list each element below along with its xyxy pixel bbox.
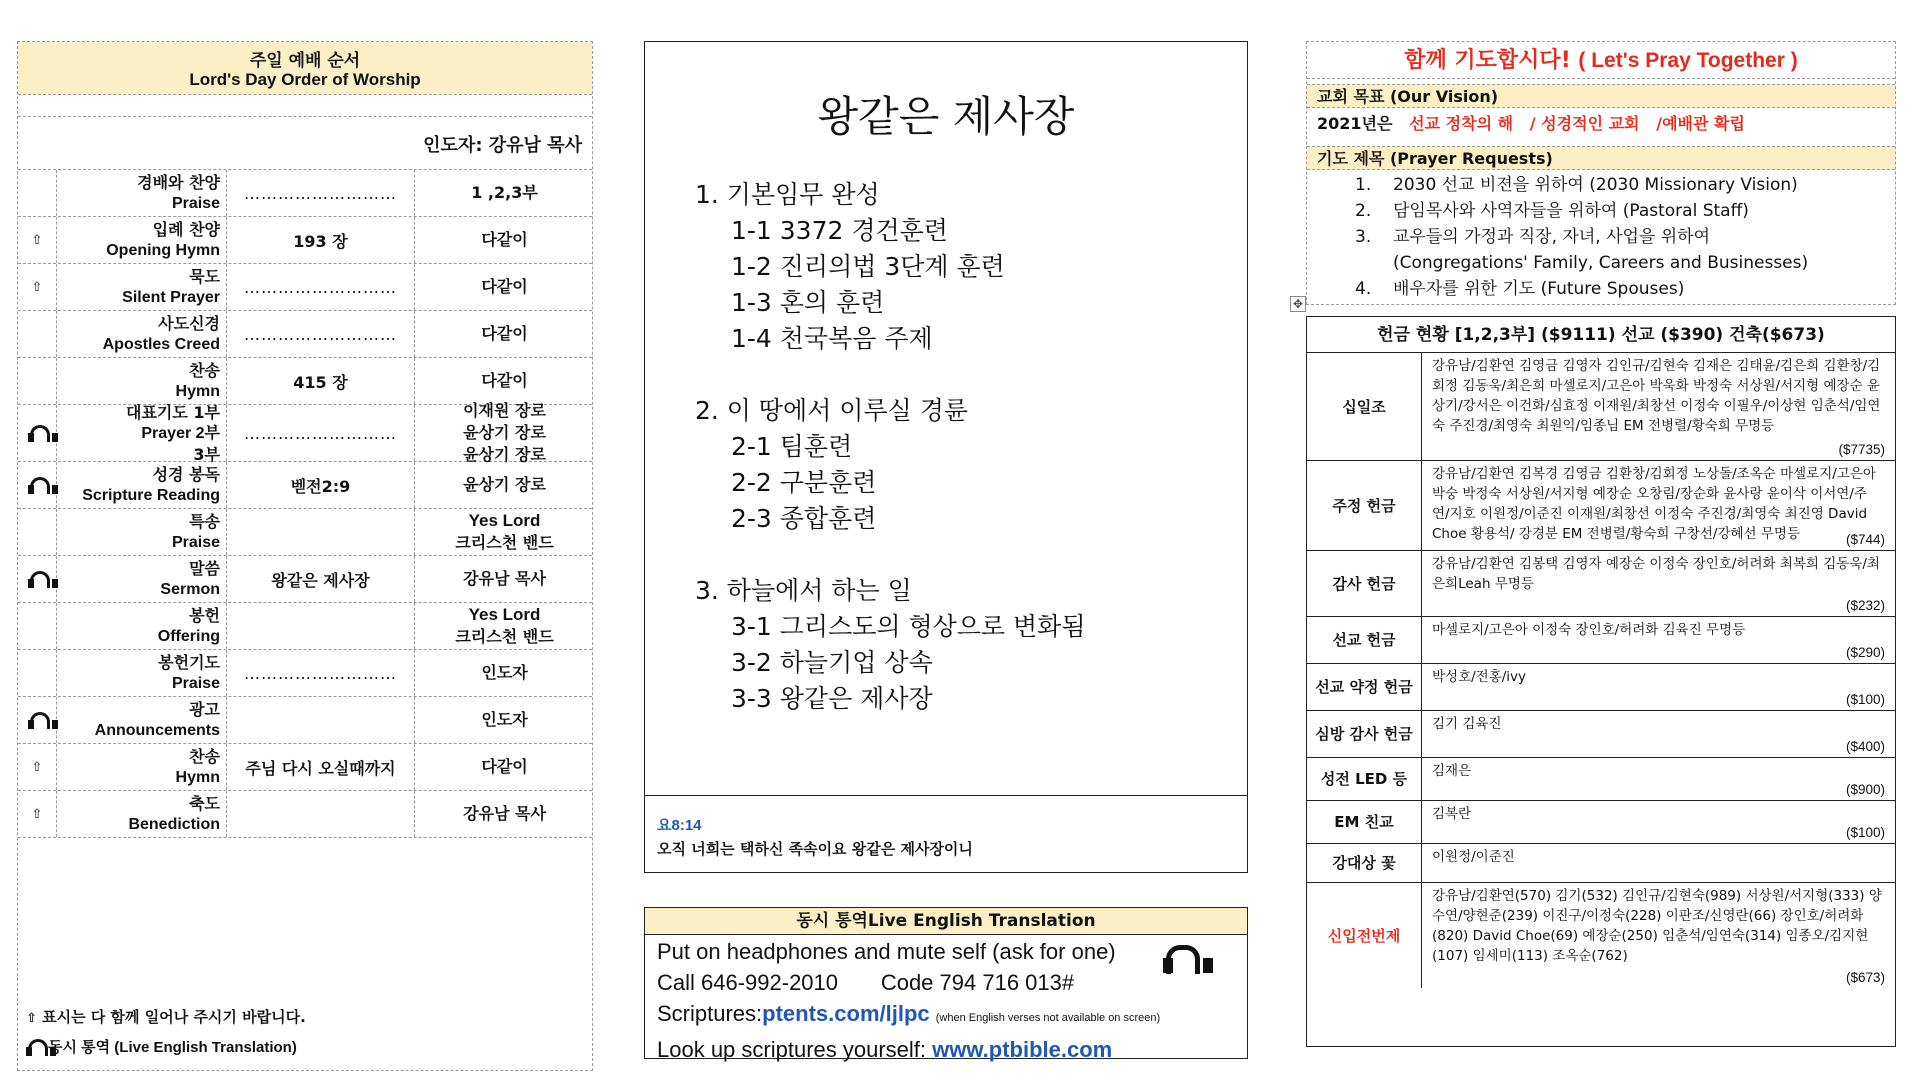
prayer-text: 2030 선교 비젼을 위하여 (2030 Missionary Vision)	[1393, 175, 1798, 195]
order-row-mark	[18, 405, 57, 461]
scriptures-note: (when English verses not available on screen)	[935, 1012, 1161, 1024]
offering-label: 심방 감사 헌금	[1307, 711, 1422, 757]
order-row-detail	[227, 791, 415, 837]
outline-section	[695, 393, 1085, 537]
prayer-text: 담임목사와 사역자들을 위하여 (Pastoral Staff)	[1393, 201, 1749, 221]
sermon-title: 왕같은 제사장	[817, 92, 1075, 141]
offering-label: 신입전번제	[1307, 883, 1422, 988]
order-detail-text: ………………………	[244, 277, 397, 297]
offering-row	[1307, 883, 1895, 988]
order-row-who	[415, 462, 594, 508]
order-row	[18, 509, 592, 556]
order-row-mark	[18, 264, 57, 310]
translation-line-headphones: Put on headphones and mute self (ask for one)	[657, 939, 1116, 964]
outline-section	[695, 177, 1085, 357]
stand-arrow-icon: ⇧	[31, 806, 43, 822]
prayer-title	[1307, 42, 1895, 79]
translation-line-scriptures	[657, 998, 1160, 1034]
order-row-who	[415, 401, 594, 464]
translation-body	[657, 936, 1160, 1065]
offering-label: 감사 헌금	[1307, 551, 1422, 616]
order-name-en: Hymn	[175, 383, 220, 400]
order-row-who	[415, 603, 594, 649]
order-detail-text: 벧전2:9	[290, 476, 351, 496]
order-detail-text: 193 장	[293, 231, 348, 251]
order-row-mark	[18, 462, 57, 508]
order-row-detail	[227, 311, 415, 357]
order-name-en: Hymn	[175, 769, 220, 786]
verse-reference: 요8:14	[657, 817, 702, 834]
outline-item: 3-3 왕같은 제사장	[731, 684, 933, 713]
order-row	[18, 791, 592, 838]
outline-item: 2-2 구분훈련	[731, 468, 877, 497]
order-row-who	[415, 264, 594, 310]
order-name-en: Sermon	[160, 581, 220, 598]
vision-goal-2: / 성경적인 교회	[1529, 114, 1640, 133]
order-name-ko: 말씀	[189, 559, 220, 578]
prayer-requests-list	[1355, 172, 1808, 302]
stand-arrow-icon: ⇧	[31, 232, 43, 248]
order-who-line: 강유남 목사	[463, 804, 546, 823]
offering-panel	[1306, 316, 1896, 1047]
order-row-mark	[18, 791, 57, 837]
headphone-icon	[28, 711, 46, 729]
order-title-en: Lord's Day Order of Worship	[189, 70, 421, 89]
order-row-name	[57, 650, 227, 696]
order-row-name	[57, 311, 227, 357]
translation-header: 동시 통역Live English Translation	[645, 908, 1247, 935]
table-move-handle[interactable]: ✥	[1290, 296, 1306, 312]
offering-row	[1307, 551, 1895, 617]
offering-names: 김복란	[1432, 806, 1472, 822]
order-row-name	[57, 217, 227, 263]
prayer-text: 교우들의 가정과 직장, 자녀, 사업을 위하여	[1393, 227, 1711, 247]
order-detail-text: ………………………	[244, 423, 397, 443]
outline-item: 1-2 진리의법 3단계 훈련	[731, 252, 1005, 281]
order-who-line: Yes Lord	[468, 605, 541, 624]
offering-names: 박성호/전홍/ivy	[1432, 669, 1527, 685]
prayer-item	[1355, 224, 1808, 250]
offering-names: 강유남/김환연 김영금 김영자 김인규/김현숙 김재은 김태윤/김은희 김환창/김회정 김동욱/최은희 마셀로지/고은아 박욱화 박정숙 서상원/서지형 예장순 윤상기/강서은 이건화/심효정 이재원/최창선 이정숙 이필우/이상현 임춘석/임연숙 주진경/최영숙 최원익/임종님 EM 전병렬/황숙희 무명등	[1432, 358, 1881, 434]
order-row-mark	[18, 697, 57, 743]
offering-row	[1307, 801, 1895, 844]
order-row-who	[415, 311, 594, 357]
order-row	[18, 170, 592, 217]
outline-item: 1-3 혼의 훈련	[731, 288, 885, 317]
sermon-panel	[644, 41, 1248, 796]
outline-item: 1-4 천국복음 주제	[731, 324, 933, 353]
prayer-item	[1355, 172, 1808, 198]
note-translation-text: 동시 통역 (Live English Translation)	[48, 1039, 297, 1056]
order-name-ko: 묵도	[189, 267, 220, 286]
order-title-ko: 주일 예배 순서	[249, 51, 361, 71]
order-row	[18, 401, 592, 464]
offering-label: 선교 약정 헌금	[1307, 664, 1422, 710]
offering-names: 김재은	[1432, 763, 1472, 779]
offering-row	[1307, 711, 1895, 758]
offering-header: 헌금 현황 [1,2,3부] ($9111) 선교 ($390) 건축($673)	[1307, 317, 1895, 353]
order-name-ko: 봉헌기도	[158, 653, 220, 672]
order-who-line: 인도자	[481, 710, 528, 729]
order-header	[18, 42, 592, 95]
leader-label: 인도자: 강유남 목사	[423, 135, 582, 156]
order-row-name	[57, 462, 227, 508]
translation-headphone	[1163, 944, 1193, 978]
order-name-en: Offering	[157, 628, 220, 645]
note-translation	[26, 1036, 297, 1057]
sermon-outline	[695, 177, 1085, 753]
offering-names: 이원정/이준진	[1432, 849, 1515, 865]
order-who-line: 강유남 목사	[463, 569, 546, 588]
note-stand-text: 표시는 다 함께 일어나 주시기 바랍니다.	[42, 1008, 306, 1026]
order-row-who	[415, 556, 594, 602]
outline-heading: 2. 이 땅에서 이루실 경륜	[695, 396, 968, 425]
prayer-requests-header: 기도 제목 (Prayer Requests)	[1307, 146, 1895, 170]
order-row	[18, 217, 592, 264]
order-name-en: Silent Prayer	[122, 289, 220, 306]
vision-goal-3: /예배관 확립	[1656, 114, 1745, 133]
order-row	[18, 603, 592, 650]
order-row-name	[57, 603, 227, 649]
order-who-line: 윤상기 장로	[463, 423, 546, 442]
order-name-en: Praise	[171, 534, 220, 551]
order-row-name	[57, 264, 227, 310]
stand-arrow-icon: ⇧	[31, 759, 43, 775]
vision-text	[1317, 111, 1745, 134]
headphone-icon	[28, 570, 46, 588]
outline-item: 2-1 팀훈련	[731, 432, 853, 461]
vision-goal-1: 선교 정착의 해	[1409, 114, 1514, 133]
order-spacer	[18, 95, 592, 117]
offering-names: 마셀로지/고은아 이정숙 장인호/허려화 김육진 무명등	[1432, 622, 1746, 638]
order-row-detail	[227, 744, 415, 790]
order-row	[18, 556, 592, 603]
order-who-line: 다같이	[481, 277, 528, 296]
order-row-detail	[227, 697, 415, 743]
headphone-icon	[28, 476, 46, 494]
translation-line-call	[657, 967, 1160, 998]
order-row	[18, 697, 592, 744]
offering-label: 성전 LED 등	[1307, 758, 1422, 800]
prayer-num: 1.	[1355, 175, 1372, 195]
order-row	[18, 264, 592, 311]
order-who-line: 윤상기 장로	[463, 445, 546, 464]
order-row-who	[415, 358, 594, 404]
order-row-mark	[18, 358, 57, 404]
prayer-item-continued: (Congregations' Family, Careers and Businesses)	[1393, 253, 1809, 273]
order-row-name	[57, 791, 227, 837]
order-name-ko: 찬송	[189, 747, 220, 766]
order-name-ko: 경배와 찬양	[137, 173, 220, 192]
order-row-name	[57, 556, 227, 602]
order-detail-text: 왕같은 제사장	[271, 570, 370, 590]
order-row-mark	[18, 311, 57, 357]
offering-amount: ($900)	[1845, 782, 1885, 797]
order-who-line: 다같이	[481, 757, 528, 776]
order-row	[18, 358, 592, 405]
order-name-ko: 입례 찬양	[152, 220, 220, 239]
vision-prefix: 2021년은	[1317, 114, 1393, 133]
offering-amount: ($100)	[1845, 825, 1885, 840]
vision-header: 교회 목표 (Our Vision)	[1307, 84, 1895, 108]
order-who-line: 크리스천 밴드	[455, 627, 554, 646]
order-row	[18, 311, 592, 358]
ptbible-link[interactable]: www.ptbible.com	[932, 1037, 1113, 1062]
order-row	[18, 462, 592, 509]
order-row-who	[415, 697, 594, 743]
headphone-icon	[26, 1038, 44, 1056]
call-code: Code 794 716 013#	[880, 970, 1075, 995]
call-number: Call 646-992-2010	[657, 970, 839, 995]
order-row-name	[57, 744, 227, 790]
order-name-en: Opening Hymn	[106, 242, 220, 259]
prayer-item	[1355, 198, 1808, 224]
translation-panel	[644, 907, 1248, 1062]
headphone-icon	[28, 424, 46, 442]
order-row-name	[57, 358, 227, 404]
offering-names: 김기 김육진	[1432, 716, 1502, 732]
order-name-ko: 광고	[189, 700, 220, 719]
order-row-mark	[18, 217, 57, 263]
order-row-mark	[18, 556, 57, 602]
scriptures-label: Scriptures:	[657, 1001, 763, 1026]
offering-row	[1307, 461, 1895, 551]
offering-amount: ($744)	[1845, 532, 1885, 547]
offering-row	[1307, 617, 1895, 664]
order-row-detail	[227, 603, 415, 649]
offering-amount: ($7735)	[1838, 442, 1885, 457]
stand-arrow-icon: ⇧	[31, 279, 43, 295]
prayer-panel	[1306, 41, 1896, 305]
order-row-detail	[227, 264, 415, 310]
order-row-detail	[227, 509, 415, 555]
order-name-en: Scripture Reading	[82, 487, 220, 504]
order-row-name	[57, 170, 227, 216]
order-row-who	[415, 509, 594, 555]
outline-item: 2-3 종합훈련	[731, 504, 877, 533]
order-row-name	[57, 509, 227, 555]
order-detail-text: ………………………	[244, 663, 397, 683]
order-row	[18, 744, 592, 791]
order-row-detail	[227, 358, 415, 404]
prayer-title-ko: 함께 기도합시다!	[1404, 48, 1571, 73]
offering-amount: ($290)	[1845, 645, 1885, 660]
order-name-ko: 축도	[189, 794, 220, 813]
outline-item: 3-1 그리스도의 형상으로 변화됨	[731, 612, 1086, 641]
offering-label: 강대상 꽃	[1307, 844, 1422, 882]
order-row-who	[415, 650, 594, 696]
order-row-detail	[227, 217, 415, 263]
order-name-ko: 사도신경	[158, 314, 220, 333]
outline-heading: 1. 기본임무 완성	[695, 180, 880, 209]
order-row-detail	[227, 650, 415, 696]
order-row-mark	[18, 744, 57, 790]
prayer-num: 2.	[1355, 201, 1372, 221]
order-detail-text: ………………………	[244, 324, 397, 344]
order-detail-text: 주님 다시 오실때까지	[245, 758, 396, 778]
order-row-who	[415, 744, 594, 790]
prayer-text: 배우자를 위한 기도 (Future Spouses)	[1393, 279, 1685, 299]
order-name-en: Benediction	[128, 816, 220, 833]
offering-row	[1307, 844, 1895, 883]
offering-names: 강유남/김환연(570) 김기(532) 김인규/김현숙(989) 서상원/서지형(333) 양수연/양현준(239) 이진구/이정숙(228) 이판조/신영란(66) 장인호/허려화(820) David Choe(69) 예장순(250) 임춘석/임연숙(314) 임종오/김지현(107) 임세미(113) 조옥순(762)	[1432, 888, 1882, 964]
order-row	[18, 650, 592, 697]
order-of-worship-panel	[17, 41, 593, 1071]
order-name-en: Praise	[171, 675, 220, 692]
order-who-line: 다같이	[481, 230, 528, 249]
offering-amount: ($400)	[1845, 739, 1885, 754]
order-name-ko: 대표기도 1부	[126, 402, 220, 422]
order-row-mark	[18, 650, 57, 696]
offering-row	[1307, 353, 1895, 461]
outline-item: 1-1 3372 경건훈련	[731, 216, 948, 245]
order-row-detail	[227, 556, 415, 602]
order-who-line: 다같이	[481, 324, 528, 343]
leader-row	[18, 117, 592, 170]
offering-amount: ($100)	[1845, 692, 1885, 707]
order-name-en: Announcements	[94, 722, 220, 739]
order-name-en: Prayer 2부	[141, 424, 220, 442]
order-row-who	[415, 217, 594, 263]
prayer-num: 4.	[1355, 279, 1372, 299]
order-who-line: 인도자	[481, 663, 528, 682]
offering-row	[1307, 758, 1895, 801]
order-who-line: Yes Lord	[468, 511, 541, 530]
order-name-en: Praise	[171, 195, 220, 212]
headphone-icon	[1163, 944, 1193, 974]
order-who-line: 윤상기 장로	[463, 475, 546, 494]
order-row-mark	[18, 603, 57, 649]
offering-label: EM 친교	[1307, 801, 1422, 843]
order-name-ko: 찬송	[189, 361, 220, 380]
verse-text: 오직 너희는 택하신 족속이요 왕같은 제사장이니	[657, 840, 973, 858]
offering-names: 강유남/김환연 김복경 김영금 김환창/김회정 노상돌/조옥순 마셀로지/고은아 박숭 박정숙 서상원/서지형 예장순 오창림/장순화 윤사랑 윤이삭 이서연/주연/지호 이원정/이준진 이재원/최창선 이정숙 주진경/최영숙 최진영 David Choe 황용석/ 강경분 EM 전병렬/황숙희 구창선/강혜선 무명등	[1432, 466, 1876, 542]
stand-arrow-icon: ⇧	[26, 1011, 37, 1026]
verse-box	[644, 795, 1248, 873]
order-row-who	[415, 170, 594, 216]
lookup-label: Look up scriptures yourself:	[657, 1037, 927, 1062]
prayer-item	[1355, 276, 1808, 302]
order-who-line: 1 ,2,3부	[471, 183, 538, 202]
order-who-line: 크리스천 밴드	[455, 533, 554, 552]
order-who-line: 다같이	[481, 371, 528, 390]
order-row-detail	[227, 170, 415, 216]
offering-names: 강유남/김환연 김봉택 김영자 예장순 이정숙 장인호/허려화 최복희 김동욱/최은희Leah 무명등	[1432, 556, 1880, 592]
outline-section	[695, 573, 1085, 717]
note-stand	[26, 1006, 306, 1027]
order-detail-text: ………………………	[244, 183, 397, 203]
order-row-detail	[227, 462, 415, 508]
order-row-name	[57, 697, 227, 743]
offering-row	[1307, 664, 1895, 711]
order-detail-text: 415 장	[293, 372, 348, 392]
prayer-title-en: ( Let's Pray Together )	[1578, 49, 1798, 72]
order-name-ko: 특송	[189, 512, 220, 531]
offering-label: 십일조	[1307, 353, 1422, 460]
offering-label: 선교 헌금	[1307, 617, 1422, 663]
order-who-line: 이재원 장로	[463, 401, 546, 420]
order-row-who	[415, 791, 594, 837]
order-row-mark	[18, 170, 57, 216]
offering-label: 주정 헌금	[1307, 461, 1422, 550]
prayer-num: 3.	[1355, 227, 1372, 247]
order-name-en: Apostles Creed	[102, 336, 220, 353]
order-name-extra: 3부	[193, 444, 220, 464]
order-row-mark	[18, 509, 57, 555]
outline-heading: 3. 하늘에서 하는 일	[695, 576, 912, 605]
translation-line-lookup	[657, 1034, 1160, 1065]
outline-item: 3-2 하늘기업 상속	[731, 648, 933, 677]
order-row-name	[57, 402, 227, 464]
scriptures-link[interactable]: ptents.com/ljlpc	[762, 1001, 930, 1026]
order-row-detail	[227, 405, 415, 461]
order-name-ko: 봉헌	[189, 606, 220, 625]
offering-amount: ($232)	[1845, 598, 1885, 613]
offering-amount: ($673)	[1845, 970, 1885, 985]
order-name-ko: 성경 봉독	[152, 465, 220, 484]
